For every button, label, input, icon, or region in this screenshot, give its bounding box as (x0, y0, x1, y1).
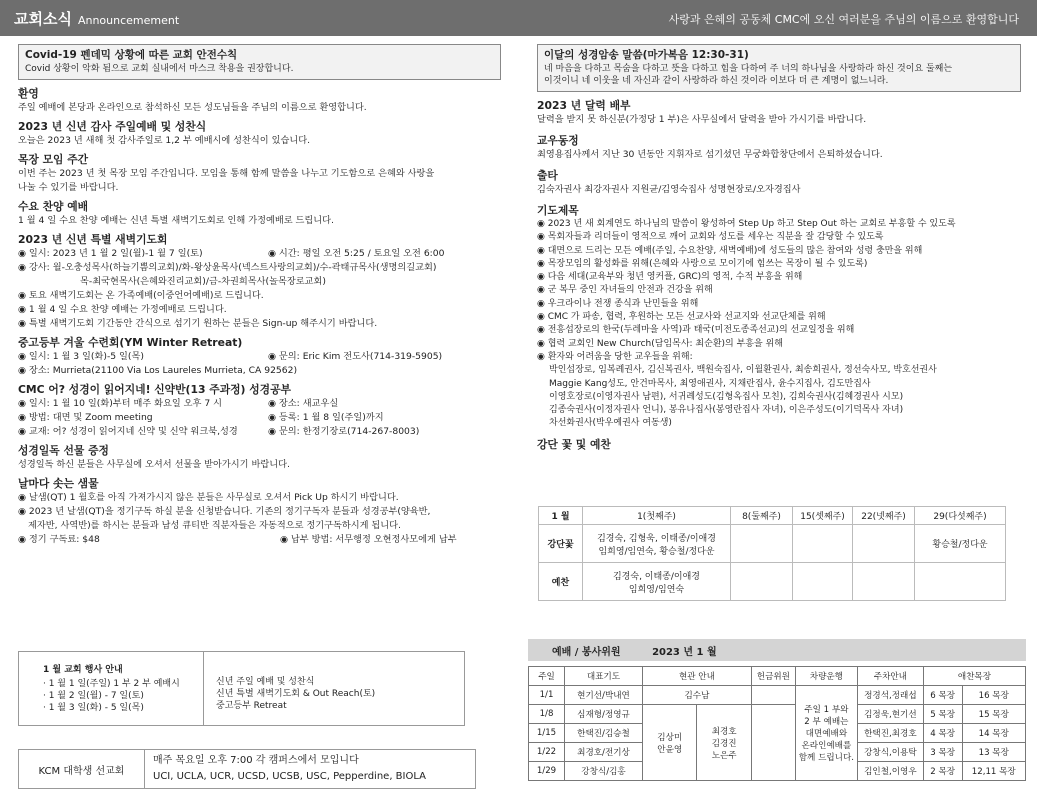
flowers-table (538, 506, 1006, 601)
table-cell: 6 목장 (923, 686, 962, 705)
away-body: 김숙자권사 최강자권사 지원균/김영숙집사 성명현장로/오자경집사 (537, 184, 801, 195)
prayer-title: 기도제목 (537, 204, 579, 217)
wed-title: 수요 찬양 예배 (18, 200, 89, 213)
left-column (18, 44, 501, 547)
cell-line: 함께 드립니다. (798, 753, 855, 763)
cell-line: 김경숙, 김형욱, 이태종/이애경 (597, 533, 716, 544)
welcome-body: 주일 예배에 본당과 온라인으로 참석하신 모든 성도님들을 주님의 이름으로 환영합니다. (18, 102, 367, 113)
mokjang-title: 목장 모임 주간 (18, 153, 89, 166)
thanks-title: 2023 년 신년 감사 주일예배 및 성찬식 (18, 120, 207, 133)
table-cell: 최경호/전기상 (565, 743, 643, 762)
patient-line: 박인섭장로, 임복례권사, 김신복권사, 백원숙집사, 이월환권사, 최송희권사, 정선숙사모, 박호선권사 (549, 365, 937, 376)
table-cell (697, 705, 751, 781)
mokjang-body-2: 나눌 수 있기를 바랍니다. (18, 182, 119, 193)
dawn-date: ◉ 일시: 2023 년 1 월 2 일(월)-1 월 7 일(토) (18, 248, 203, 259)
table-header: 현관 안내 (643, 667, 752, 686)
dawn-title: 2023 년 신년 특별 새벽기도회 (18, 233, 168, 246)
covid-notice (18, 44, 501, 80)
table-cell: 예찬 (539, 563, 583, 601)
table-cell: 현기선/박내연 (565, 686, 643, 705)
service-month: 2023 년 1 월 (652, 647, 717, 658)
memory-verse (537, 44, 1021, 92)
dawn-line: ◉ 1 월 4 일 수요 찬양 예배는 가정예배로 드립니다. (18, 304, 227, 315)
table-cell: 강단꽃 (539, 525, 583, 563)
events-names (204, 652, 375, 725)
table-header: 1 월 (539, 507, 583, 525)
dawn-line: ◉ 특별 새벽기도회 기간동안 간식으로 섬기기 원하는 분들은 Sign-up 해주시기 바랍니다. (18, 318, 378, 329)
table-cell: 15 목장 (962, 705, 1025, 724)
table-cell: 1/1 (529, 686, 565, 705)
bible-text: ◉ 교재: 어? 성경이 읽어지네 신약 및 신약 워크북,성경 (18, 426, 238, 437)
header-slogan: 사랑과 은혜의 공동체 CMC에 오신 여러분을 주님의 이름으로 환영합니다 (668, 13, 1019, 26)
table-cell (583, 563, 731, 601)
flowers-title: 강단 꽃 및 예찬 (537, 437, 611, 451)
prayer-list (537, 218, 1021, 431)
table-cell (795, 686, 857, 781)
kcm-line: UCI, UCLA, UCR, UCSD, UCSB, USC, Pepperdine, BIOLA (153, 771, 427, 782)
table-cell: 16 목장 (962, 686, 1025, 705)
table-row (529, 667, 1026, 686)
bible-reg: ◉ 등록: 1 월 8 일(주일)까지 (268, 412, 384, 423)
bible-method: ◉ 방법: 대면 및 Zoom meeting (18, 412, 153, 423)
cell-line: 김경숙, 이태종/이애경 (612, 571, 700, 582)
prayer-item: ◉ 목회자들과 리더들이 영적으로 깨어 교회와 성도를 세우는 직분을 잘 감당할 수 있도록 (537, 232, 884, 243)
table-cell: 1/15 (529, 724, 565, 743)
table-cell: 4 목장 (923, 724, 962, 743)
table-cell (853, 525, 915, 563)
table-row (539, 525, 1006, 563)
events-box (18, 651, 465, 726)
qt-price: ◉ 정기 구독료: $48 (18, 534, 100, 545)
covid-title: Covid-19 펜데믹 상황에 따른 교회 안전수칙 (25, 49, 238, 61)
table-header: 대표기도 (565, 667, 643, 686)
table-header: 8(둘째주) (731, 507, 793, 525)
calendar-body: 달력을 받지 못 하신분(가정당 1 부)은 사무실에서 달력을 받아 가시기를 바랍니다. (537, 114, 867, 125)
wed-body: 1 월 4 일 수요 찬양 예배는 신년 특별 새벽기도회로 인해 가정예배로 드립니다. (18, 215, 334, 226)
table-cell (731, 525, 793, 563)
table-header: 애찬목장 (923, 667, 1025, 686)
table-cell: 심재형/정영규 (565, 705, 643, 724)
table-cell: 한택진/김승철 (565, 724, 643, 743)
prayer-item: ◉ 군 복무 중인 자녀들의 안전과 건강을 위해 (537, 285, 713, 296)
memory-line: 이것이니 네 이웃을 네 자신과 같이 사랑하라 하신 것이라 이보다 더 큰 계명이 없느니라. (544, 76, 889, 86)
service-title-bar (528, 639, 1026, 661)
prayer-item: ◉ CMC 가 파송, 협력, 후원하는 모든 선교사와 선교지와 선교단체를 위해 (537, 312, 826, 323)
cell-line: 온라인예배를 (801, 741, 852, 751)
table-header: 헌금위원 (751, 667, 795, 686)
prayer-item: ◉ 목장모임의 활성화를 위해(은혜와 사랑으로 모이기에 힘쓰는 목장이 될 수 있도록) (537, 258, 868, 269)
table-header: 주차안내 (857, 667, 923, 686)
table-cell: 1/29 (529, 762, 565, 781)
bible-row (18, 411, 501, 425)
table-header: 29(다섯째주) (915, 507, 1006, 525)
table-cell: 김수남 (643, 686, 752, 705)
bible-gift-title: 성경일독 선물 증정 (18, 444, 109, 457)
patient-line: 차선화권사(박우예권사 여동생) (549, 418, 672, 429)
table-row (529, 686, 1026, 705)
table-cell: 황승철/정다운 (915, 525, 1006, 563)
memory-title: 이달의 성경암송 말씀(마가복음 12:30-31) (544, 49, 749, 61)
table-cell (643, 705, 697, 781)
bible-row (18, 397, 501, 411)
qt-line: ◉ 2023 년 날샘(QT)을 정기구독 하실 분을 신청받습니다. 기존의 정기구독자 분들과 성경공부(양육반, (18, 506, 431, 517)
event-date: · 1 월 2 일(월) - 7 일(토) (43, 691, 144, 701)
cell-line: 노은주 (711, 750, 737, 761)
qt-pay: ◉ 납부 방법: 서무행정 오현정사모에게 납부 (280, 534, 457, 545)
table-header: 차량운행 (795, 667, 857, 686)
service-title: 예배 / 봉사위원 (552, 647, 621, 658)
table-cell (793, 563, 853, 601)
cell-line: 임희영/임연숙, 황승철/정다운 (598, 546, 715, 557)
table-cell (793, 525, 853, 563)
dawn-time: ◉ 시간: 평일 오전 5:25 / 토요일 오전 6:00 (268, 248, 445, 259)
dawn-date-time (18, 247, 501, 261)
event-name: 신년 특별 새벽기도회 & Out Reach(토) (216, 689, 376, 699)
event-date: · 1 월 1 일(주일) 1 부 2 부 예배시 (43, 679, 180, 689)
table-cell: 정경석,정래섭 (857, 686, 923, 705)
retreat-place: ◉ 장소: Murrieta(21100 Via Los Laureles Murrieta, CA 92562) (18, 365, 298, 376)
table-row (529, 705, 1026, 724)
cell-line: 최경호 (711, 726, 737, 737)
table-cell: 14 목장 (962, 724, 1025, 743)
news-body: 최영용집사께서 지난 30 년동안 지휘자로 섬기셨던 무궁화합창단에서 은퇴하셨습니다. (537, 149, 883, 160)
prayer-item: ◉ 다음 세대(교육부와 청년 영커플, GRC)의 영적, 수적 부흥을 위해 (537, 272, 803, 283)
table-cell (915, 563, 1006, 601)
cell-line: 주일 1 부와 (804, 705, 849, 715)
qt-title: 날마다 솟는 샘물 (18, 477, 99, 490)
table-cell (751, 705, 795, 781)
retreat-title: 중고등부 겨울 수련회(YM Winter Retreat) (18, 336, 243, 349)
retreat-date: ◉ 일시: 1 월 3 일(화)-5 일(목) (18, 351, 144, 362)
bible-date: ◉ 일시: 1 월 10 일(화)부터 매주 화요일 오후 7 시 (18, 398, 222, 409)
header-title-en: Announcemement (77, 14, 180, 27)
table-header: 22(넷째주) (853, 507, 915, 525)
cell-line: 2 부 예배는 (804, 717, 849, 727)
covid-body: Covid 상황이 악화 됨으로 교회 실내에서 마스크 착용을 권장합니다. (25, 64, 294, 74)
retreat-contact: ◉ 문의: Eric Kim 전도사(714-319-5905) (268, 351, 443, 362)
table-cell: 강창식/김홍 (565, 762, 643, 781)
dawn-line: ◉ 토요 새벽기도회는 온 가족예배(이중언어예배)로 드립니다. (18, 290, 264, 301)
bible-gift-body: 성경일독 하신 분들은 사무실에 오셔서 선물을 받아가시기 바랍니다. (18, 459, 290, 470)
table-cell (751, 686, 795, 705)
table-header: 1(첫째주) (583, 507, 731, 525)
table-header: 주일 (529, 667, 565, 686)
events-dates (19, 652, 204, 725)
news-title: 교우동정 (537, 134, 579, 147)
qt-line: 제자반, 사역반)를 하시는 분들과 남성 큐티반 직분자들은 자동적으로 정기구독하시게 됩니다. (28, 520, 401, 531)
bible-contact: ◉ 문의: 한정기장로(714-267-8003) (268, 426, 420, 437)
dawn-speakers: ◉ 강사: 월-오충성목사(하늘기쁨의교회)/화-왕상윤목사(넥스트사랑의교회)/수-곽태규목사(생명의길교회) (18, 262, 437, 273)
cell-line: 김경진 (711, 738, 737, 749)
retreat-date-contact (18, 350, 501, 364)
cell-line: 안윤영 (657, 744, 683, 755)
calendar-title: 2023 년 달력 배부 (537, 99, 631, 112)
qt-line: ◉ 날샘(QT) 1 월호를 아직 가져가시지 않은 분들은 사무실로 오셔서 Pick Up 하시기 바랍니다. (18, 492, 399, 503)
event-name: 신년 주일 예배 및 성찬식 (216, 677, 315, 687)
kcm-info (145, 750, 434, 788)
table-cell (731, 563, 793, 601)
table-cell: 13 목장 (962, 743, 1025, 762)
header-title: 교회소식 Announcemement (14, 10, 180, 28)
qt-price-pay (18, 533, 501, 547)
patient-line: Maggie Kang성도, 안건마목사, 최영애권사, 지채란집사, 윤수지집사, 김도만집사 (549, 378, 871, 389)
dawn-speakers-2: 목-최국현목사(은혜와진리교회)/금-차권희목사(놀목장로교회) (80, 276, 326, 287)
away-title: 출타 (537, 169, 558, 182)
prayer-item: ◉ 2023 년 새 회계연도 하나님의 말씀이 왕성하여 Step Up 하고 Step Out 하는 교회로 부흥할 수 있도록 (537, 219, 956, 229)
cell-line: 김상미 (657, 732, 683, 743)
events-title: 1 월 교회 행사 안내 (43, 665, 123, 675)
table-cell: 김인철,이영우 (857, 762, 923, 781)
bible-row (18, 425, 501, 439)
table-cell: 12,11 목장 (962, 762, 1025, 781)
event-name: 중고등부 Retreat (216, 701, 287, 711)
page-header (0, 0, 1037, 36)
table-cell (853, 563, 915, 601)
table-cell: 1/22 (529, 743, 565, 762)
kcm-label: KCM 대학생 선교회 (19, 750, 145, 788)
event-date: · 1 월 3 일(화) - 5 일(목) (43, 703, 144, 713)
table-header: 15(셋째주) (793, 507, 853, 525)
table-row (539, 507, 1006, 525)
memory-line: 네 마음을 다하고 목숨을 다하고 뜻을 다하고 힘을 다하여 주 너의 하나님을 사랑하라 하신 것이요 둘째는 (544, 64, 953, 74)
bible-title: CMC 어? 성경이 읽어지네! 신약반(13 주과정) 성경공부 (18, 383, 291, 396)
prayer-item: ◉ 대면으로 드리는 모든 예배(주일, 수요찬양, 새벽예배)에 성도들의 많은 참여와 성령 충만을 위해 (537, 245, 923, 256)
table-row (539, 563, 1006, 601)
thanks-body: 오늘은 2023 년 새해 첫 감사주일로 1,2 부 예배시에 성찬식이 있습니다. (18, 135, 310, 146)
table-cell: 김정욱,현기선 (857, 705, 923, 724)
table-cell: 한택진,최경호 (857, 724, 923, 743)
prayer-item: ◉ 환자와 어려움을 당한 교우들을 위해: (537, 351, 693, 362)
patient-line: 김종숙권사(이정자권사 언니), 봉유나집사(봉영란집사 자녀), 이은주성도(이기덕목사 자녀) (549, 405, 904, 416)
bible-place: ◉ 장소: 새교우실 (268, 398, 339, 409)
mokjang-body: 이번 주는 2023 년 첫 목장 모임 주간입니다. 모임을 통해 함께 말씀을 나누고 기도함으로 은혜와 사랑을 (18, 168, 435, 179)
right-column (537, 44, 1021, 452)
kcm-line: 매주 목요일 오후 7:00 각 캠퍼스에서 모입니다 (153, 755, 359, 766)
cell-line: 대면예배와 (805, 729, 848, 739)
service-table (528, 666, 1026, 781)
table-cell: 강창식,이용탁 (857, 743, 923, 762)
table-cell (583, 525, 731, 563)
welcome-title: 환영 (18, 87, 39, 100)
table-cell: 3 목장 (923, 743, 962, 762)
patient-line: 이영호장로(이영자권사 남편), 서귀례성도(김형옥집사 모친), 김희숙권사(김혜경권사 시모) (549, 391, 904, 402)
kcm-box (18, 749, 476, 789)
table-cell: 5 목장 (923, 705, 962, 724)
cell-line: 임희영/임연숙 (628, 584, 685, 595)
prayer-item: ◉ 우크라이나 전쟁 종식과 난민들을 위해 (537, 298, 699, 309)
table-cell: 2 목장 (923, 762, 962, 781)
prayer-item: ◉ 전흥섭장로의 한국(두레마을 사역)과 태국(미전도종족선교)의 선교일정을 위해 (537, 325, 855, 336)
prayer-item: ◉ 협력 교회인 New Church(담임목사: 최순환)의 부흥을 위해 (537, 338, 783, 349)
table-cell: 1/8 (529, 705, 565, 724)
